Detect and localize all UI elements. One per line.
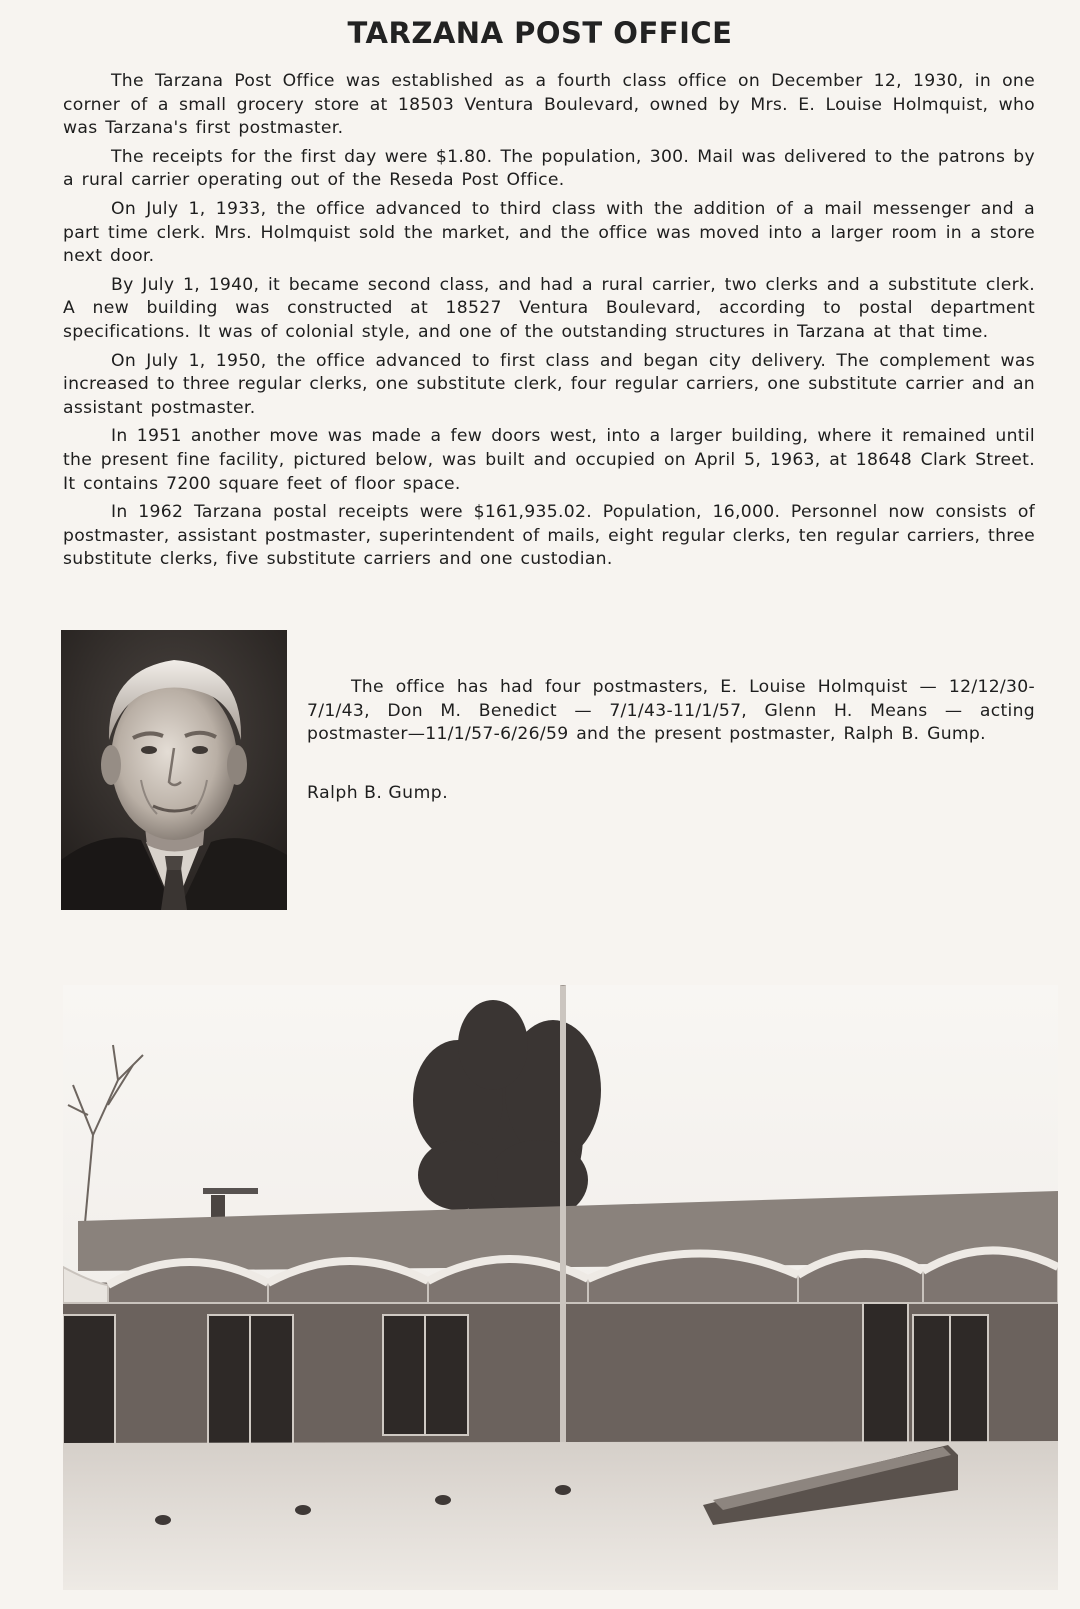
paragraph-second-class: By July 1, 1940, it became second class, and had a rural carrier, two clerks and a substitute clerk. A new building was constructed at 18527 Ventura Boulevard, according to postal department specifications. It was of colonial style, and one of the outstanding structures in Tarzana at that time.	[63, 274, 1035, 342]
history-text	[63, 70, 1035, 577]
postmasters-paragraph: The office has had four postmasters, E. Louise Holmquist — 12/12/30-7/1/43, Don M. Benedict — 7/1/43-11/1/57, Glenn H. Means — acting postmaster—11/1/57-6/26/59 and the present postmaster, Ralph B. Gump.	[307, 677, 1035, 745]
post-office-building-photo	[63, 985, 1058, 1590]
postmaster-portrait-photo	[61, 630, 287, 910]
paragraph-first-class: On July 1, 1950, the office advanced to first class and began city delivery. The complement was increased to three regular clerks, one substitute clerk, four regular carriers, one substitute carrier and an assistant postmaster.	[63, 350, 1035, 418]
paragraph-new-facility: In 1951 another move was made a few doors west, into a larger building, where it remained until the present fine facility, pictured below, was built and occupied on April 5, 1963, at 18648 Clark Street. It contains 7200 square feet of floor space.	[63, 426, 1035, 494]
paragraph-established: The Tarzana Post Office was established as a fourth class office on December 12, 1930, in one corner of a small grocery store at 18503 Ventura Boulevard, owned by Mrs. E. Louise Holmquist, who was Tarzana's first postmaster.	[63, 71, 1035, 139]
paragraph-1962-receipts: In 1962 Tarzana postal receipts were $161,935.02. Population, 16,000. Personnel now consists of postmaster, assistant postmaster, superintendent of mails, eight regular clerks, ten regular carriers, three substitute clerks, five substitute carriers and one custodian.	[63, 502, 1035, 570]
paragraph-first-day-receipts: The receipts for the first day were $1.80. The population, 300. Mail was delivered to the patrons by a rural carrier operating out of the Reseda Post Office.	[63, 146, 1035, 191]
postmasters-section	[307, 676, 1035, 747]
portrait-caption: Ralph B. Gump.	[307, 783, 449, 803]
paragraph-third-class: On July 1, 1933, the office advanced to third class with the addition of a mail messenger and a part time clerk. Mrs. Holmquist sold the market, and the office was moved into a larger room in a store next door.	[63, 198, 1035, 267]
page-title: TARZANA POST OFFICE	[347, 16, 733, 50]
